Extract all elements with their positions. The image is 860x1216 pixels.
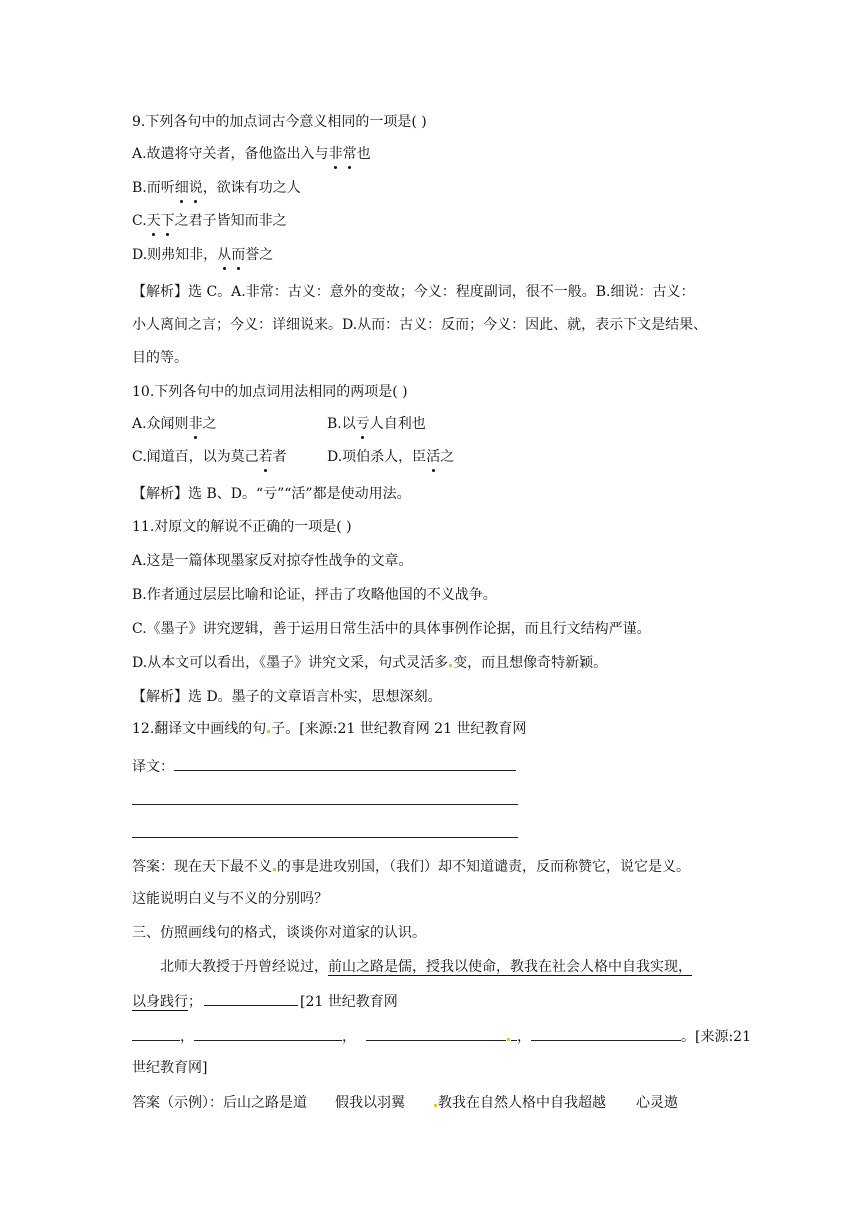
q12-stem: 12.翻译文中画线的句 子。[来源:21 世纪教育网 21 世纪教育网 [132,721,527,737]
q10-option-b: B.以亏人自利也 [327,416,426,432]
q10-option-d: D.项伯杀人，臣活之 [327,449,455,465]
q12-answer-line-1: 答案：现在天下最不义 的事是进攻别国，（我们）却不知道谴责，反而称赞它，说它是义。 [132,859,690,875]
translation-blank-1 [174,756,516,771]
q10-analysis: 【解析】选 B、D。“亏”“活”都是使动用法。 [132,486,411,502]
q12-translation-line-2 [132,790,518,811]
translation-blank-2 [132,790,518,805]
q9-option-a: A.故遣将守关者，备他盗出入与非常也 [132,146,371,162]
q9-option-b: B.而听细说，欲诛有功之人 [132,180,301,196]
q11-option-a: A.这是一篇体现墨家反对掠夺性战争的文章。 [132,553,413,569]
q10-stem: 10.下列各句中的加点词用法相同的两项是( ) [132,384,408,400]
q9-analysis-line-2: 小人离间之言；今义：详细说来。D.从而：古义：反而；今义：因此、就，表示下文是结果、 [132,317,708,333]
q11-option-d: D.从本文可以看出，《墨子》讲究文采，句式灵活多 变，而且想像奇特新颖。 [132,655,608,671]
q12-answer-line-2: 这能说明白义与不义的分别吗？ [132,891,328,907]
imitation-blank-1 [204,991,298,1006]
section3-blanks-line: ， ， ， 。[来源:21 [132,1026,751,1047]
q11-option-c: C.《墨子》讲究逻辑，善于运用日常生活中的具体事例作论据，而且行文结构严谨。 [132,621,651,637]
section3-quote-line-1: 北师大教授于丹曾经说过，前山之路是儒，授我以使命，教我在社会人格中自我实现， [160,959,692,975]
q11-analysis: 【解析】选 D。墨子的文章语言朴实，思想深刻。 [132,689,442,705]
q12-translation-line-3 [132,823,518,844]
section3-source-line: 世纪教育网] [132,1060,208,1076]
q9-analysis-line-1: 【解析】选 C。A.非常：古义：意外的变故；今义：程度副词，很不一般。B.细说：古义： [132,284,695,300]
section3-quote-line-2: 以身践行； [21 世纪教育网 [132,991,398,1012]
q9-stem: 9.下列各句中的加点词古今意义相同的一项是( ) [132,114,427,130]
q9-option-c: C.天下之君子皆知而非之 [132,213,287,229]
section3-title: 三、仿照画线句的格式，谈谈你对道家的认识。 [132,925,426,941]
q9-analysis-line-3: 目的等。 [132,350,188,366]
translation-blank-3 [132,823,518,838]
imitation-blank-3 [194,1026,342,1041]
q10-option-c: C.闻道百，以为莫己若者 [132,449,287,465]
q9-option-d: D.则弗知非，从而誉之 [132,247,274,263]
imitation-blank-2 [132,1026,180,1041]
q12-translation: 译文： [132,756,516,777]
imitation-blank-4 [366,1026,506,1041]
q10-option-a: A.众闻则非之 [132,416,217,432]
section3-answer: 答案（示例）：后山之路是道 假我以羽翼 教我在自然人格中自我超越 心灵遨 [132,1095,678,1111]
imitation-blank-5 [531,1026,681,1041]
q11-stem: 11.对原文的解说不正确的一项是( ) [132,519,352,535]
q11-option-b: B.作者通过层层比喻和论证，抨击了攻略他国的不义战争。 [132,587,497,603]
